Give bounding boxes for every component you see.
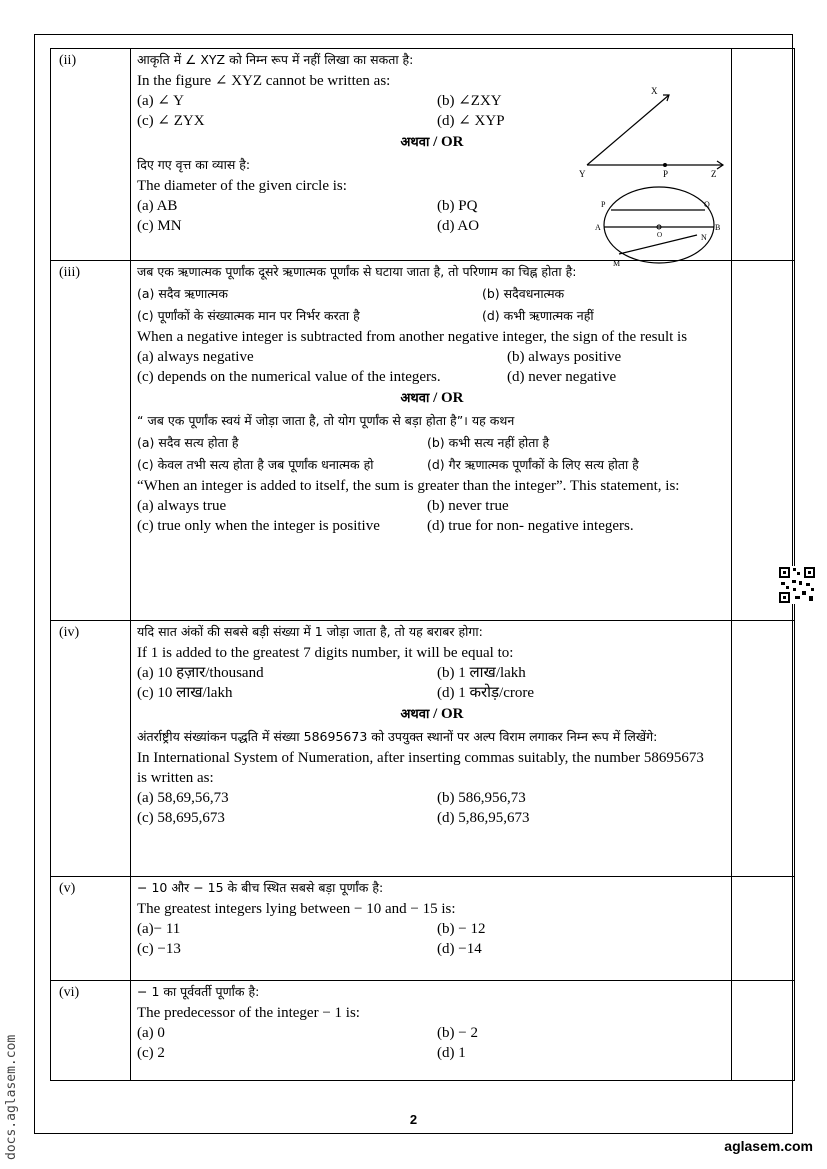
question-english: The greatest integers lying between − 10 and − 15 is: (137, 901, 456, 917)
label-circle-p: P (601, 200, 606, 209)
alt-option-d: (d) true for non- negative integers. (427, 518, 634, 534)
alt-option-a-hindi: (a) सदैव सत्य होता है (137, 435, 239, 450)
alt-question-hindi: अंतर्राष्ट्रीय संख्यांकन पद्धति में संख्या 58695673 को उपयुक्त स्थानों पर अल्प विराम लगाकर निम्न रूप में लिखेंगे: (137, 729, 658, 744)
option-a: (a) 0 (137, 1025, 165, 1041)
question-hindi: आकृति में ∠ XYZ को निम्न रूप में नहीं लिखा का सकता है: (137, 52, 414, 67)
label-circle-a: A (595, 223, 601, 232)
option-c-hindi: (c) पूर्णांकों के संख्यात्मक मान पर निर्भर करता है (137, 308, 360, 323)
label-p: P (663, 169, 669, 179)
question-body (131, 877, 732, 981)
alt-question-english: In International System of Numeration, after inserting commas suitably, the number 58695673 is written as: (137, 750, 704, 786)
question-body (131, 261, 732, 621)
question-body (131, 981, 732, 1081)
label-x: X (651, 86, 658, 96)
question-table (50, 48, 795, 1081)
question-row (51, 49, 795, 261)
option-d: (d) 1 करोड़/crore (437, 685, 535, 701)
question-hindi: − 10 और − 15 के बीच स्थित सबसे बड़ा पूर्णांक है: (137, 880, 384, 895)
qr-code-icon (778, 566, 816, 604)
question-number: (iv) (51, 621, 131, 877)
alt-option-b: (b) 586,956,73 (437, 790, 526, 806)
option-c: (c) 10 लाख/lakh (137, 685, 233, 701)
alt-option-c-hindi: (c) केवल तभी सत्य होता है जब पूर्णांक धनात्मक हो (137, 457, 374, 472)
alt-question-hindi: दिए गए वृत्त का व्यास है: (137, 157, 251, 172)
label-circle-m: M (613, 259, 621, 268)
option-a: (a) ∠ Y (137, 93, 184, 109)
question-number: (v) (51, 877, 131, 981)
alt-option-a: (a) AB (137, 198, 178, 214)
alt-option-d: (d) AO (437, 218, 480, 234)
option-a: (a) 10 हज़ार/thousand (137, 665, 264, 681)
question-body (131, 621, 732, 877)
marks-cell (732, 981, 795, 1081)
option-d: (d) 1 (437, 1045, 466, 1061)
question-body (131, 49, 732, 268)
option-a-hindi: (a) सदैव ऋणात्मक (137, 286, 228, 301)
question-hindi: − 1 का पूर्ववर्ती पूर्णांक है: (137, 984, 260, 999)
marks-cell (732, 877, 795, 981)
page-number: 2 (409, 1112, 418, 1127)
marks-cell (732, 49, 795, 261)
question-number: (ii) (51, 49, 131, 261)
label-y: Y (579, 169, 586, 179)
alt-option-b-hindi: (b) कभी सत्य नहीं होता है (427, 435, 550, 450)
alt-option-d: (d) 5,86,95,673 (437, 810, 530, 826)
alt-option-c: (c) 58,695,673 (137, 810, 225, 826)
question-english: The predecessor of the integer − 1 is: (137, 1005, 360, 1021)
label-circle-q: Q (704, 200, 710, 209)
alt-option-b: (b) never true (427, 498, 509, 514)
watermark: docs.aglasem.com (4, 1034, 19, 1160)
option-a: (a)− 11 (137, 921, 181, 937)
alt-option-d-hindi: (d) गैर ऋणात्मक पूर्णांकों के लिए सत्य होता है (427, 457, 639, 472)
question-hindi: यदि सात अंकों की सबसे बड़ी संख्या में 1 जोड़ा जाता है, तो यह बराबर होगा: (137, 624, 483, 639)
option-b: (b) always positive (507, 349, 622, 365)
label-circle-b: B (715, 223, 721, 232)
or-separator: अथवा / OR (400, 134, 464, 150)
question-english: If 1 is added to the greatest 7 digits number, it will be equal to: (137, 645, 514, 661)
site-footer: aglasem.com (724, 1138, 813, 1154)
geometry-figures (571, 77, 731, 277)
label-circle-n: N (701, 233, 707, 242)
question-hindi: जब एक ऋणात्मक पूर्णांक दूसरे ऋणात्मक पूर्णांक से घटाया जाता है, तो परिणाम का चिह्न होता है: (137, 264, 577, 279)
option-b: (b) − 2 (437, 1025, 478, 1041)
marks-cell (732, 621, 795, 877)
question-number: (iii) (51, 261, 131, 621)
alt-option-a: (a) 58,69,56,73 (137, 790, 229, 806)
question-english: When a negative integer is subtracted from another negative integer, the sign of the result is (137, 329, 688, 345)
question-row (51, 621, 795, 877)
option-c: (c) ∠ ZYX (137, 113, 205, 129)
alt-option-c: (c) MN (137, 218, 182, 234)
question-number: (vi) (51, 981, 131, 1081)
alt-option-b: (b) PQ (437, 198, 478, 214)
option-d-hindi: (d) कभी ऋणात्मक नहीं (482, 308, 594, 323)
question-row (51, 981, 795, 1081)
question-english: In the figure ∠ XYZ cannot be written as: (137, 73, 391, 89)
option-d: (d) −14 (437, 941, 482, 957)
question-row (51, 261, 795, 621)
alt-option-c: (c) true only when the integer is positive (137, 518, 380, 534)
option-c: (c) depends on the numerical value of the integers. (137, 369, 441, 385)
option-d: (d) never negative (507, 369, 617, 385)
option-a: (a) always negative (137, 349, 254, 365)
option-b-hindi: (b) सदैवधनात्मक (482, 286, 565, 301)
option-c: (c) 2 (137, 1045, 165, 1061)
option-b: (b) ∠ZXY (437, 93, 502, 109)
alt-question-english: The diameter of the given circle is: (137, 178, 347, 194)
option-c: (c) −13 (137, 941, 181, 957)
alt-question-english: “When an integer is added to itself, the sum is greater than the integer”. This statement, is: (137, 478, 680, 494)
option-b: (b) 1 लाख/lakh (437, 665, 526, 681)
label-z: Z (711, 169, 717, 179)
or-separator: अथवा / OR (400, 390, 464, 406)
angle-figure (587, 95, 723, 169)
option-b: (b) − 12 (437, 921, 486, 937)
alt-option-a: (a) always true (137, 498, 227, 514)
or-separator: अथवा / OR (400, 706, 464, 722)
alt-question-hindi: “ जब एक पूर्णांक स्वयं में जोड़ा जाता है, तो योग पूर्णांक से बड़ा होता है”। यह कथन (137, 413, 515, 428)
question-row (51, 877, 795, 981)
label-circle-o: O (657, 231, 663, 239)
option-d: (d) ∠ XYP (437, 113, 505, 129)
point-p (663, 163, 667, 167)
